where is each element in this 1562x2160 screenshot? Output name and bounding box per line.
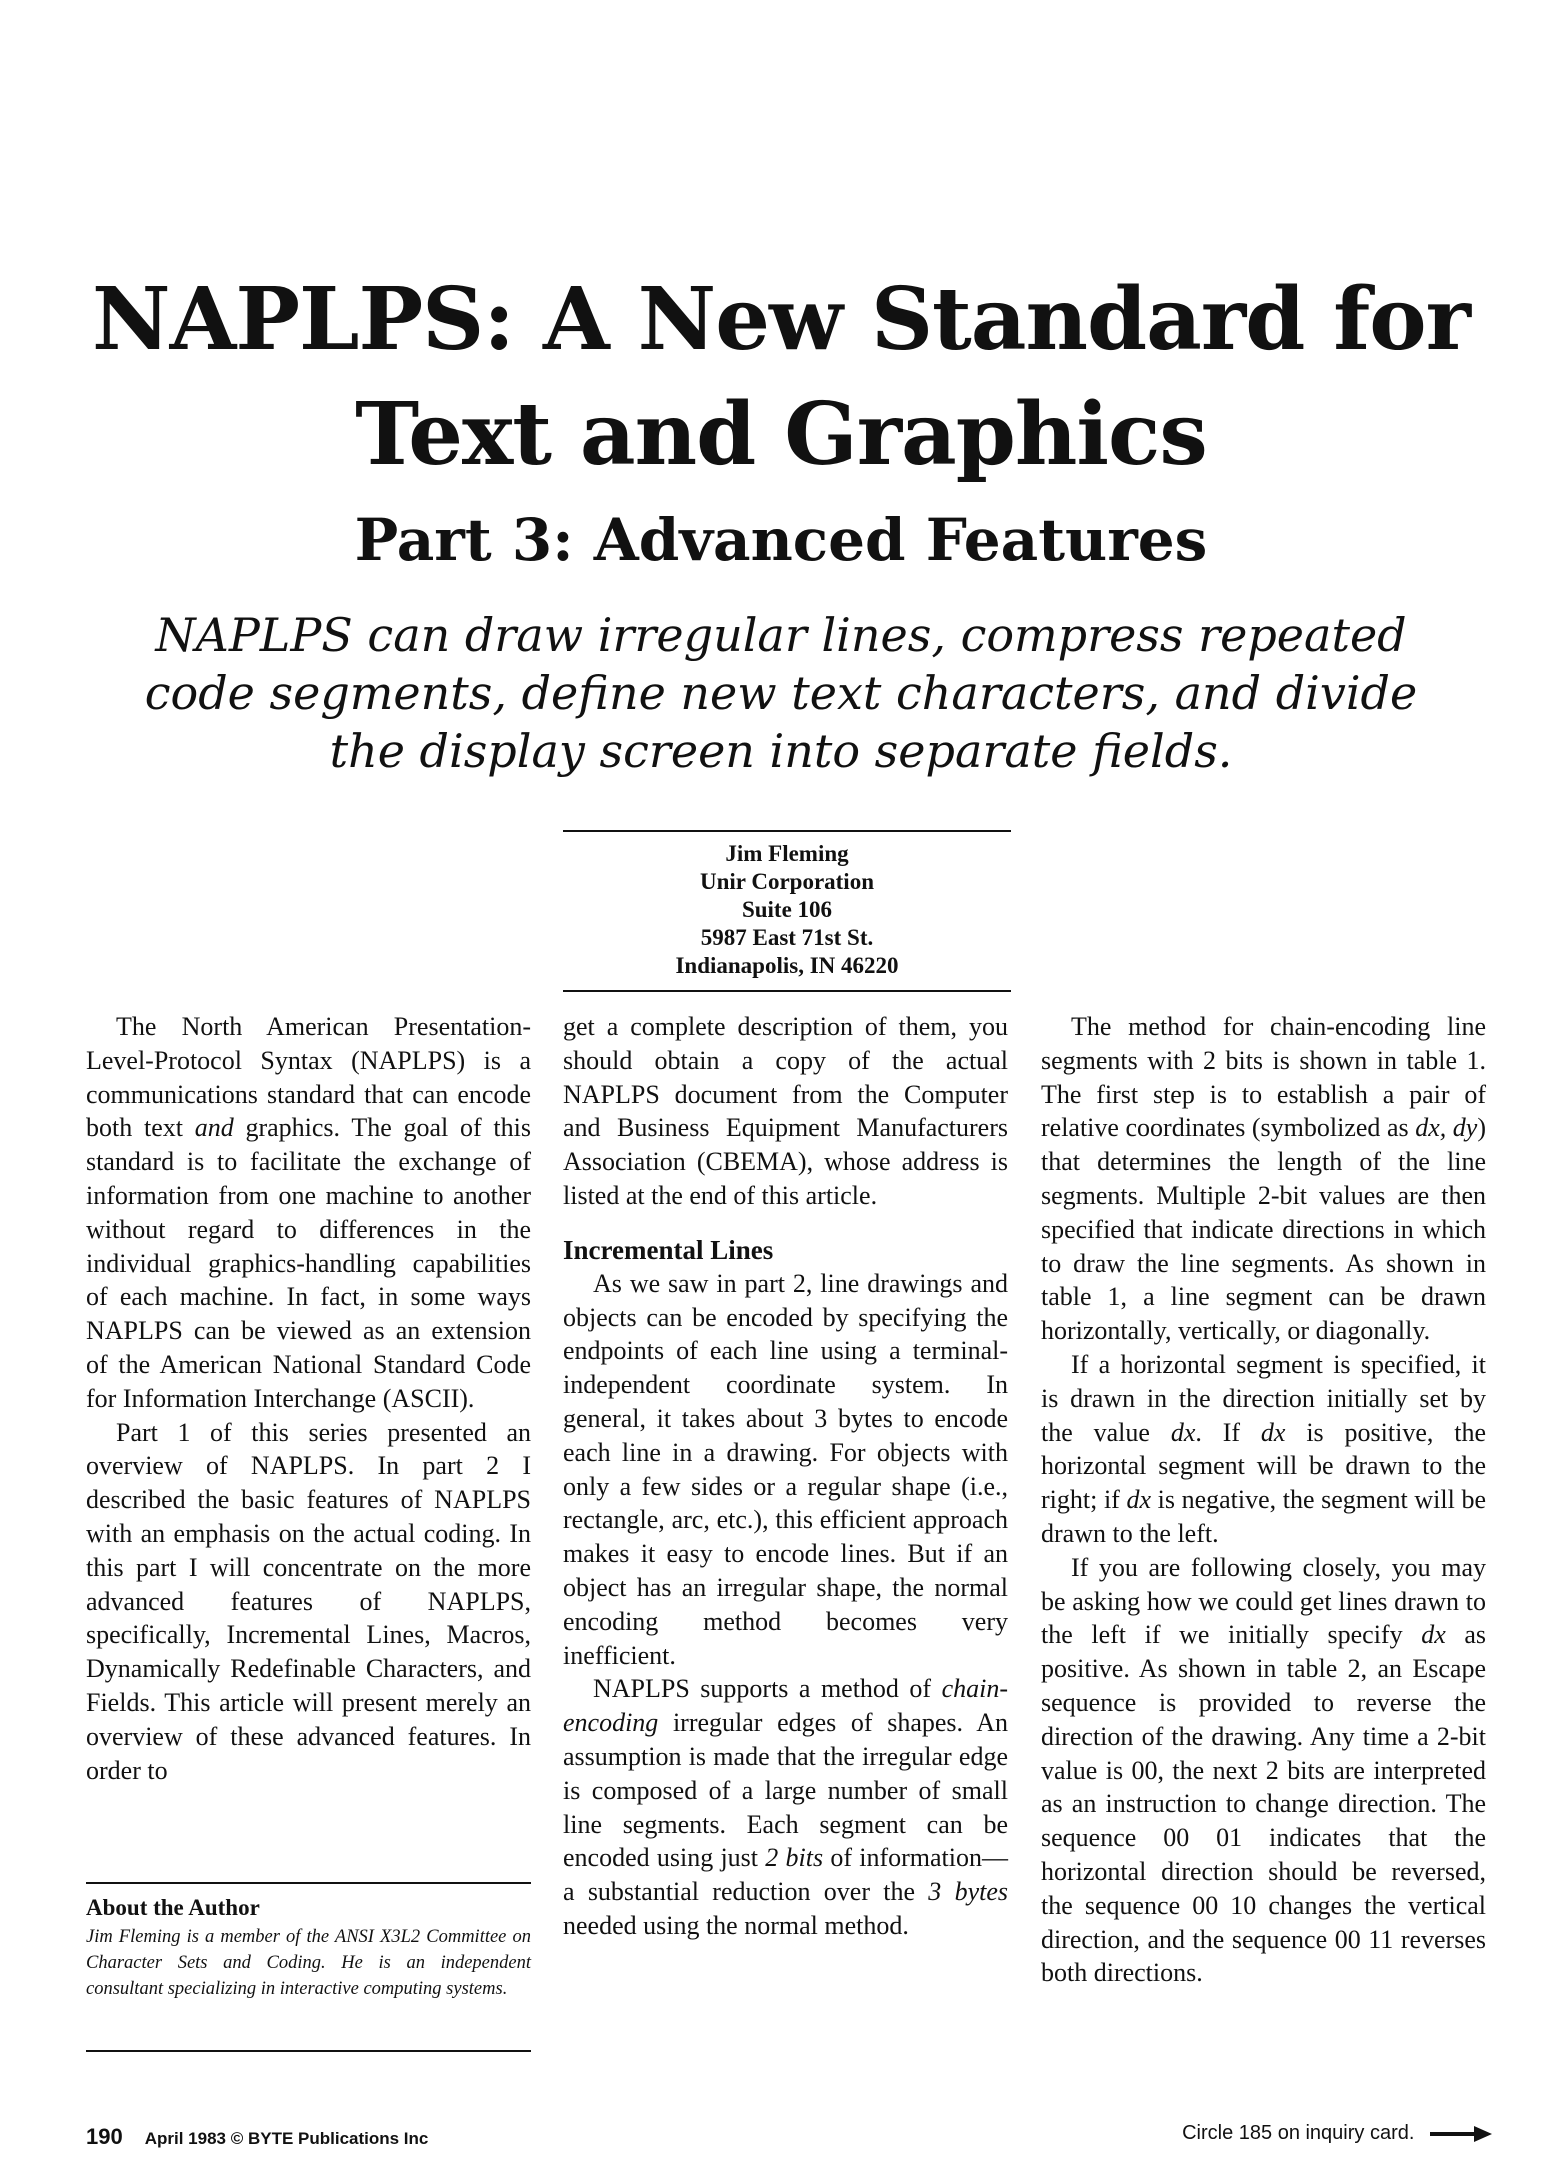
author-street: 5987 East 71st St. [700,925,874,950]
about-bottom-rule [86,2050,531,2052]
col2-paragraph-1: get a complete description of them, you should obtain a copy of the actual NAPLPS document from the Computer and Business Equipment Manufacturers Association (CBEMA), whose address is listed at the end of this article. [563,1012,1008,1210]
section-heading-incremental-lines: Incremental Lines [563,1234,774,1265]
column-3 [1041,1010,1486,1990]
author-byline [563,840,1011,980]
byline-bottom-rule [563,990,1011,992]
col1-paragraph-1: The North American Presentation-Level-Protocol Syntax (NAPLPS) is a communications standard that can encode both text and graphics. The goal of this standard is to facilitate the exchange of information from one machine to another without regard to differences in the individual graphics-handling capabilities of each machine. In fact, in some ways NAPLPS can be viewed as an extension of the American National Standard Code for Information Interchange (ASCII). [86,1012,531,1413]
about-text: Jim Fleming is a member of the ANSI X3L2 Committee on Character Sets and Coding. He is an independent consultant specializing in interactive computing systems. [86,1927,531,1999]
issue-line: April 1983 © BYTE Publications Inc [144,2129,429,2148]
page-footer-right [1182,2122,1492,2145]
author-suite: Suite 106 [741,897,833,922]
col2-paragraph-3: NAPLPS supports a method of chain-encoding irregular edges of shapes. An assumption is made that the irregular edge is composed of a large number of small line segments. Each segment can be encoded using just 2 bits of information—a substantial reduction over the 3 bytes needed using the normal method. [563,1674,1008,1940]
author-company: Unir Corporation [700,869,874,894]
right-arrow-icon [1430,2126,1492,2142]
page-number: 190 [86,2124,123,2149]
title-line-1: NAPLPS: A New Standard for [92,269,1470,370]
about-the-author [86,1892,531,2002]
page-footer-left [86,2124,428,2150]
article-subtitle: Part 3: Advanced Features [354,506,1208,574]
column-2 [563,1010,1008,1943]
author-name: Jim Fleming [725,841,849,866]
author-city: Indianapolis, IN 46220 [675,953,899,978]
col1-paragraph-2: Part 1 of this series presented an overview of NAPLPS. In part 2 I described the basic features of NAPLPS with an emphasis on the actual coding. In this part I will concentrate on the more advanced features of NAPLPS, specifically, Incremental Lines, Macros, Dynamically Redefinable Characters, and Fields. This article will present merely an overview of these advanced features. In order to [86,1417,531,1785]
article-deck: NAPLPS can draw irregular lines, compress repeated code segments, define new text characters, and divide the display screen into separate fields. [144,608,1418,778]
col3-paragraph-1: The method for chain-encoding line segments with 2 bits is shown in table 1. The first step is to establish a pair of relative coordinates (symbolized as dx, dy) that determines the length of the line segments. Multiple 2-bit values are then specified that indicate directions in which to draw the line segments. As shown in table 1, a line segment can be drawn horizontally, vertically, or diagonally. [1041,1012,1486,1346]
col2-paragraph-2: As we saw in part 2, line drawings and objects can be encoded by specifying the endpoints of each line using a terminal-independent coordinate system. In general, it takes about 3 bytes to encode each line in a drawing. For objects with only a few sides or a regular shape (i.e., rectangle, arc, etc.), this efficient approach makes it easy to encode lines. But if an object has an irregular shape, the normal encoding method becomes very inefficient. [563,1268,1008,1670]
byline-top-rule [563,830,1011,832]
article-title [0,262,1562,492]
column-1 [86,1010,531,1787]
col3-paragraph-2: If a horizontal segment is specified, it is drawn in the direction initially set by the value dx. If dx is positive, the horizontal segment will be drawn to the right; if dx is negative, the segment will be drawn to the left. [1041,1349,1487,1548]
title-line-2: Text and Graphics [355,384,1207,485]
inquiry-note: Circle 185 on inquiry card. [1182,2122,1415,2144]
about-heading: About the Author [86,1895,260,1920]
col3-paragraph-3: If you are following closely, you may be asking how we could get lines drawn to the left if we initially specify dx as positive. As shown in table 2, an Escape sequence is provided to reverse the direction of the drawing. Any time a 2-bit value is 00, the next 2 bits are interpreted as an instruction to change direction. The sequence 00 01 indicates that the horizontal direction should be reversed, the sequence 00 10 changes the vertical direction, and the sequence 00 11 reverses both directions. [1041,1552,1486,1988]
about-top-rule [86,1882,531,1884]
